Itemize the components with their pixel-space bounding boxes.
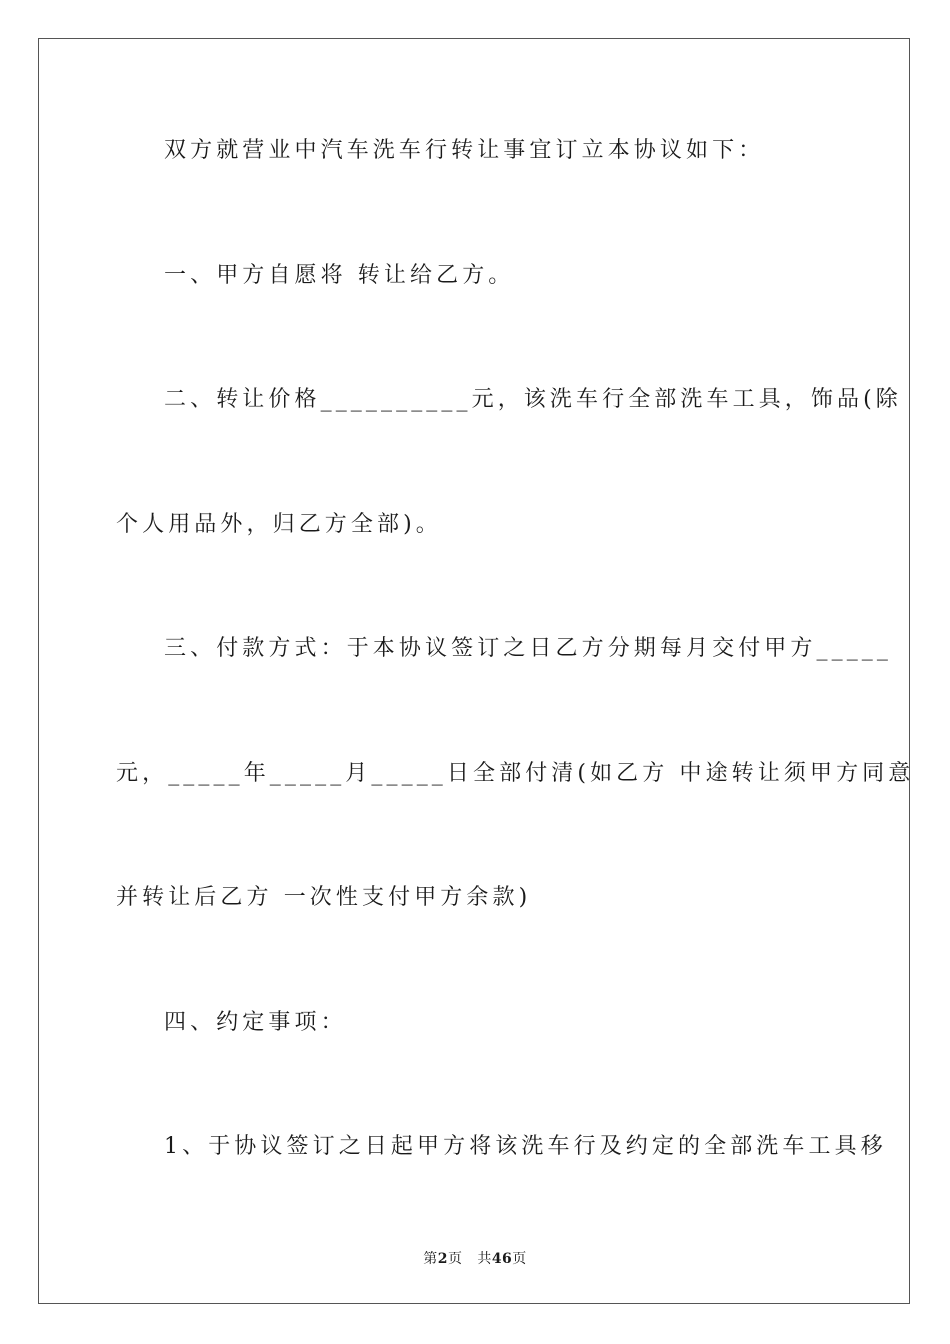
paragraph-intro: 双方就营业中汽车洗车行转让事宜订立本协议如下：	[164, 138, 765, 163]
paragraph-clause-4-item-1: 1、于协议签订之日起甲方将该洗车行及约定的全部洗车工具移	[164, 1134, 887, 1159]
footer-total-prefix: 共	[477, 1251, 492, 1267]
paragraph-clause-3: 三、付款方式：于本协议签订之日乙方分期每月交付甲方_____	[164, 636, 893, 661]
page-border	[38, 38, 910, 1304]
footer-page-prefix: 第	[423, 1251, 438, 1267]
paragraph-clause-3-cont: 元，_____年_____月_____日全部付清(如乙方 中途转让须甲方同意	[116, 761, 915, 786]
footer-total-suffix: 页	[512, 1251, 527, 1267]
paragraph-clause-1: 一、甲方自愿将 转让给乙方。	[164, 263, 515, 288]
paragraph-clause-4-heading: 四、约定事项：	[164, 1010, 347, 1035]
footer-page-number: 2	[437, 1251, 448, 1267]
footer-total-pages: 46	[491, 1251, 513, 1267]
page-footer	[0, 1248, 950, 1268]
paragraph-clause-2: 二、转让价格__________元，该洗车行全部洗车工具，饰品(除	[164, 387, 902, 412]
paragraph-clause-2-cont: 个人用品外，归乙方全部)。	[116, 512, 442, 537]
footer-page-suffix: 页	[447, 1251, 463, 1267]
paragraph-clause-3-end: 并转让后乙方 一次性支付甲方余款)	[116, 885, 532, 910]
